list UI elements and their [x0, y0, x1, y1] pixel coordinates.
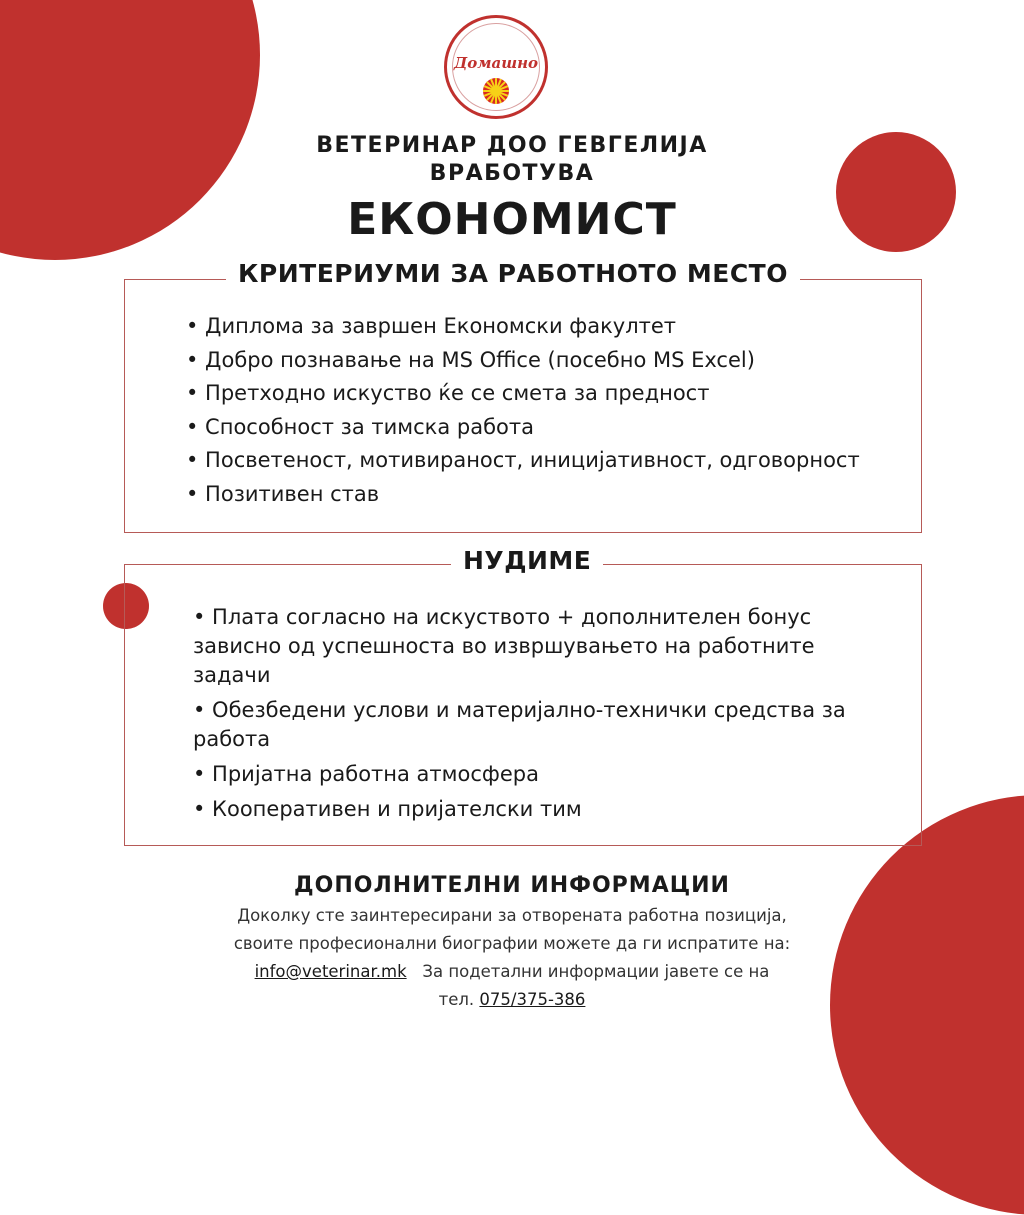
criteria-title: КРИТЕРИУМИ ЗА РАБОТНОТО МЕСТО: [226, 259, 800, 289]
list-item: • Способност за тимска работа: [186, 414, 534, 439]
list-item: • Добро познавање на MS Office (посебно MS Excel): [186, 347, 755, 372]
phone-prefix: тел.: [438, 990, 475, 1009]
list-item: • Кооперативен и пријателски тим: [193, 797, 582, 821]
info-phone-hint: За подетални информации јавете се на: [422, 962, 770, 981]
list-item: • Плата согласно на искуството + дополнителен бонус зависно од успешноста во извршувањето на работните задачи: [193, 605, 815, 687]
company-logo: [444, 15, 548, 119]
criteria-list: [186, 310, 906, 512]
list-item: • Диплома за завршен Економски факултет: [186, 314, 677, 338]
list-item: • Пријатна работна атмосфера: [193, 762, 539, 786]
info-line-1: Доколку сте заинтересирани за отворената работна позиција,: [237, 906, 787, 925]
phone-link[interactable]: 075/375-386: [479, 990, 586, 1009]
list-item: • Посветеност, мотивираност, иницијативност, одговорност: [186, 448, 860, 473]
offer-list: [193, 603, 853, 830]
employer-heading: [0, 132, 1024, 188]
list-item: • Позитивен став: [186, 481, 380, 506]
offer-title: НУДИМЕ: [451, 546, 603, 576]
info-title: ДОПОЛНИТЕЛНИ ИНФОРМАЦИИ: [294, 873, 730, 898]
job-title: ЕКОНОМИСТ: [347, 194, 677, 245]
vergina-sun-icon: [483, 78, 509, 104]
list-item: • Претходно искуство ќе се смета за предност: [186, 381, 710, 406]
info-line-4: [0, 986, 1024, 1014]
info-line-3: [0, 958, 1024, 986]
logo-text: Домашно: [453, 54, 539, 72]
email-link[interactable]: info@veterinar.mk: [254, 962, 407, 981]
employer-line-1: ВЕТЕРИНАР ДОО ГЕВГЕЛИЈА: [316, 133, 708, 158]
list-item: • Обезбедени услови и материјално-технички средства за работа: [193, 698, 846, 751]
employer-line-2: ВРАБОТУВА: [429, 161, 595, 186]
info-line-2: своите професионални биографии можете да ги испратите на:: [233, 934, 791, 953]
